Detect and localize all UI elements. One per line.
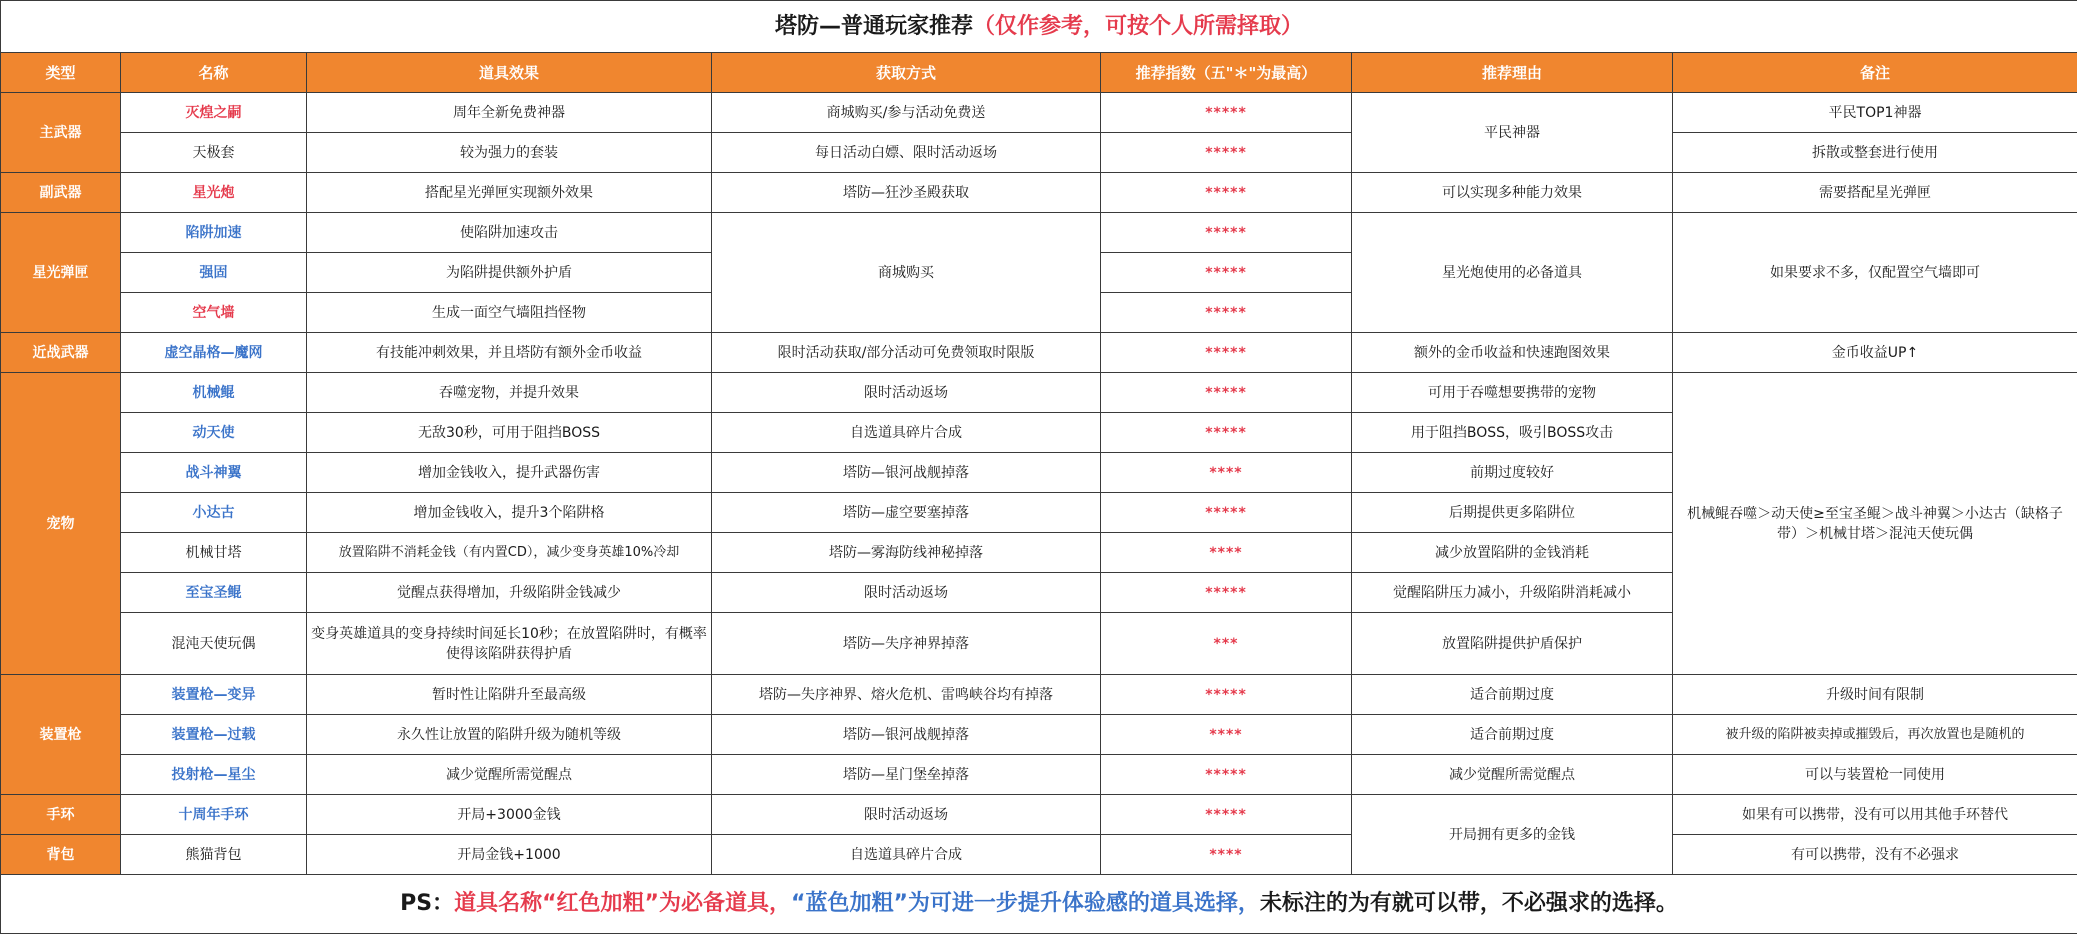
- item-rating: *****: [1101, 573, 1352, 613]
- item-reason: 额外的金币收益和快速跑图效果: [1352, 333, 1673, 373]
- item-rating: *****: [1101, 213, 1352, 253]
- item-name: 空气墙: [121, 293, 307, 333]
- item-source: 自选道具碎片合成: [712, 413, 1101, 453]
- table-row: [1, 835, 2077, 875]
- table-row: [1, 675, 2077, 715]
- item-rating: *****: [1101, 133, 1352, 173]
- item-rating: *****: [1101, 173, 1352, 213]
- item-source: 塔防—雾海防线神秘掉落: [712, 533, 1101, 573]
- header-effect: 道具效果: [307, 53, 712, 93]
- item-source: 塔防—失序神界、熔火危机、雷鸣峡谷均有掉落: [712, 675, 1101, 715]
- item-reason: 可以实现多种能力效果: [1352, 173, 1673, 213]
- item-name: 混沌天使玩偶: [121, 613, 307, 675]
- item-remark: 机械鲲吞噬＞动天使≥至宝圣鲲＞战斗神翼＞小达古（缺格子带）＞机械甘塔＞混沌天使玩偶: [1673, 373, 2077, 675]
- item-rating: *****: [1101, 93, 1352, 133]
- item-rating: *****: [1101, 373, 1352, 413]
- category-star-box: 星光弹匣: [1, 213, 121, 333]
- item-remark: 平民TOP1神器: [1673, 93, 2077, 133]
- table-row: [1, 373, 2077, 413]
- item-name: 动天使: [121, 413, 307, 453]
- item-rating: ***: [1101, 613, 1352, 675]
- header-rating: 推荐指数（五"＊"为最高）: [1101, 53, 1352, 93]
- item-name: 小达古: [121, 493, 307, 533]
- item-rating: *****: [1101, 675, 1352, 715]
- item-source: 塔防—虚空要塞掉落: [712, 493, 1101, 533]
- item-name: 陷阱加速: [121, 213, 307, 253]
- item-remark: 有可以携带，没有不必强求: [1673, 835, 2077, 875]
- item-name: 至宝圣鲲: [121, 573, 307, 613]
- item-remark: 升级时间有限制: [1673, 675, 2077, 715]
- item-rating: *****: [1101, 795, 1352, 835]
- item-name: 机械鲲: [121, 373, 307, 413]
- item-rating: ****: [1101, 715, 1352, 755]
- item-effect: 开局金钱+1000: [307, 835, 712, 875]
- item-reason: 放置陷阱提供护盾保护: [1352, 613, 1673, 675]
- item-name: 机械甘塔: [121, 533, 307, 573]
- item-effect: 觉醒点获得增加，升级陷阱金钱减少: [307, 573, 712, 613]
- table-row: [1, 333, 2077, 373]
- item-name: 灭煌之嗣: [121, 93, 307, 133]
- table-row: [1, 133, 2077, 173]
- item-source: 塔防—银河战舰掉落: [712, 453, 1101, 493]
- item-effect: 为陷阱提供额外护盾: [307, 253, 712, 293]
- item-reason: 减少觉醒所需觉醒点: [1352, 755, 1673, 795]
- item-name: 十周年手环: [121, 795, 307, 835]
- category-melee: 近战武器: [1, 333, 121, 373]
- item-rating: *****: [1101, 493, 1352, 533]
- table-row: [1, 173, 2077, 213]
- table-row: [1, 213, 2077, 253]
- category-main-weapon: 主武器: [1, 93, 121, 173]
- item-effect: 变身英雄道具的变身持续时间延长10秒；在放置陷阱时，有概率使得该陷阱获得护盾: [307, 613, 712, 675]
- item-source: 塔防—星门堡垒掉落: [712, 755, 1101, 795]
- item-rating: *****: [1101, 755, 1352, 795]
- item-effect: 有技能冲刺效果，并且塔防有额外金币收益: [307, 333, 712, 373]
- category-backpack: 背包: [1, 835, 121, 875]
- item-rating: ****: [1101, 533, 1352, 573]
- item-source: 限时活动返场: [712, 373, 1101, 413]
- footer-blue-part: “蓝色加粗”为可进一步提升体验感的道具选择，: [790, 891, 1260, 916]
- item-name: 强固: [121, 253, 307, 293]
- item-rating: ****: [1101, 453, 1352, 493]
- item-reason: 可用于吞噬想要携带的宠物: [1352, 373, 1673, 413]
- table-row: [1, 755, 2077, 795]
- title-main: 塔防—普通玩家推荐: [774, 13, 973, 39]
- item-source: 塔防—失序神界掉落: [712, 613, 1101, 675]
- item-remark: 拆散或整套进行使用: [1673, 133, 2077, 173]
- item-name: 装置枪—变异: [121, 675, 307, 715]
- item-effect: 使陷阱加速攻击: [307, 213, 712, 253]
- item-reason: 适合前期过度: [1352, 715, 1673, 755]
- item-rating: *****: [1101, 293, 1352, 333]
- item-reason: 觉醒陷阱压力减小，升级陷阱消耗减小: [1352, 573, 1673, 613]
- item-reason: 后期提供更多陷阱位: [1352, 493, 1673, 533]
- item-reason: 减少放置陷阱的金钱消耗: [1352, 533, 1673, 573]
- item-source: 塔防—银河战舰掉落: [712, 715, 1101, 755]
- category-sub-weapon: 副武器: [1, 173, 121, 213]
- item-effect: 较为强力的套装: [307, 133, 712, 173]
- footer-prefix: PS：: [400, 891, 455, 916]
- item-remark: 如果要求不多，仅配置空气墙即可: [1673, 213, 2077, 333]
- footer-red-part: 道具名称“红色加粗”为必备道具，: [454, 891, 791, 916]
- category-device-gun: 装置枪: [1, 675, 121, 795]
- item-name: 投射枪—星尘: [121, 755, 307, 795]
- item-effect: 增加金钱收入，提升3个陷阱格: [307, 493, 712, 533]
- item-effect: 暂时性让陷阱升至最高级: [307, 675, 712, 715]
- item-name: 熊猫背包: [121, 835, 307, 875]
- item-rating: *****: [1101, 333, 1352, 373]
- item-name: 虚空晶格—魔网: [121, 333, 307, 373]
- item-reason: 用于阻挡BOSS，吸引BOSS攻击: [1352, 413, 1673, 453]
- header-source: 获取方式: [712, 53, 1101, 93]
- item-source: 自选道具碎片合成: [712, 835, 1101, 875]
- table-row: [1, 795, 2077, 835]
- footer-note: [1, 875, 2077, 934]
- item-effect: 周年全新免费神器: [307, 93, 712, 133]
- item-reason: 平民神器: [1352, 93, 1673, 173]
- item-effect: 无敌30秒，可用于阻挡BOSS: [307, 413, 712, 453]
- footer-row: [1, 875, 2077, 934]
- item-rating: *****: [1101, 413, 1352, 453]
- item-remark: 可以与装置枪一同使用: [1673, 755, 2077, 795]
- item-name: 战斗神翼: [121, 453, 307, 493]
- item-source: 每日活动白嫖、限时活动返场: [712, 133, 1101, 173]
- item-effect: 吞噬宠物，并提升效果: [307, 373, 712, 413]
- header-remark: 备注: [1673, 53, 2077, 93]
- title-row: [1, 1, 2077, 53]
- header-type: 类型: [1, 53, 121, 93]
- page-title: [1, 1, 2077, 53]
- item-remark: 金币收益UP↑: [1673, 333, 2077, 373]
- item-effect: 放置陷阱不消耗金钱（有内置CD），减少变身英雄10%冷却: [307, 533, 712, 573]
- item-source: 商城购买: [712, 213, 1101, 333]
- item-effect: 增加金钱收入，提升武器伤害: [307, 453, 712, 493]
- item-reason: 星光炮使用的必备道具: [1352, 213, 1673, 333]
- header-row: [1, 53, 2077, 93]
- item-name: 天极套: [121, 133, 307, 173]
- item-source: 限时活动获取/部分活动可免费领取时限版: [712, 333, 1101, 373]
- item-source: 限时活动返场: [712, 795, 1101, 835]
- item-name: 装置枪—过载: [121, 715, 307, 755]
- item-remark: 如果有可以携带，没有可以用其他手环替代: [1673, 795, 2077, 835]
- item-rating: ****: [1101, 835, 1352, 875]
- title-note: （仅作参考，可按个人所需择取）: [973, 13, 1304, 39]
- item-rating: *****: [1101, 253, 1352, 293]
- table-row: [1, 93, 2077, 133]
- item-reason: 开局拥有更多的金钱: [1352, 795, 1673, 875]
- footer-rest: 未标注的为有就可以带，不必强求的选择。: [1259, 891, 1678, 916]
- item-effect: 生成一面空气墙阻挡怪物: [307, 293, 712, 333]
- category-bracelet: 手环: [1, 795, 121, 835]
- item-reason: 适合前期过度: [1352, 675, 1673, 715]
- item-source: 限时活动返场: [712, 573, 1101, 613]
- item-effect: 开局+3000金钱: [307, 795, 712, 835]
- table-row: [1, 715, 2077, 755]
- item-remark: 被升级的陷阱被卖掉或摧毁后，再次放置也是随机的: [1673, 715, 2077, 755]
- item-reason: 前期过度较好: [1352, 453, 1673, 493]
- item-effect: 搭配星光弹匣实现额外效果: [307, 173, 712, 213]
- header-reason: 推荐理由: [1352, 53, 1673, 93]
- category-pet: 宠物: [1, 373, 121, 675]
- item-effect: 永久性让放置的陷阱升级为随机等级: [307, 715, 712, 755]
- item-name: 星光炮: [121, 173, 307, 213]
- item-source: 商城购买/参与活动免费送: [712, 93, 1101, 133]
- header-name: 名称: [121, 53, 307, 93]
- item-remark: 需要搭配星光弹匣: [1673, 173, 2077, 213]
- item-source: 塔防—狂沙圣殿获取: [712, 173, 1101, 213]
- item-effect: 减少觉醒所需觉醒点: [307, 755, 712, 795]
